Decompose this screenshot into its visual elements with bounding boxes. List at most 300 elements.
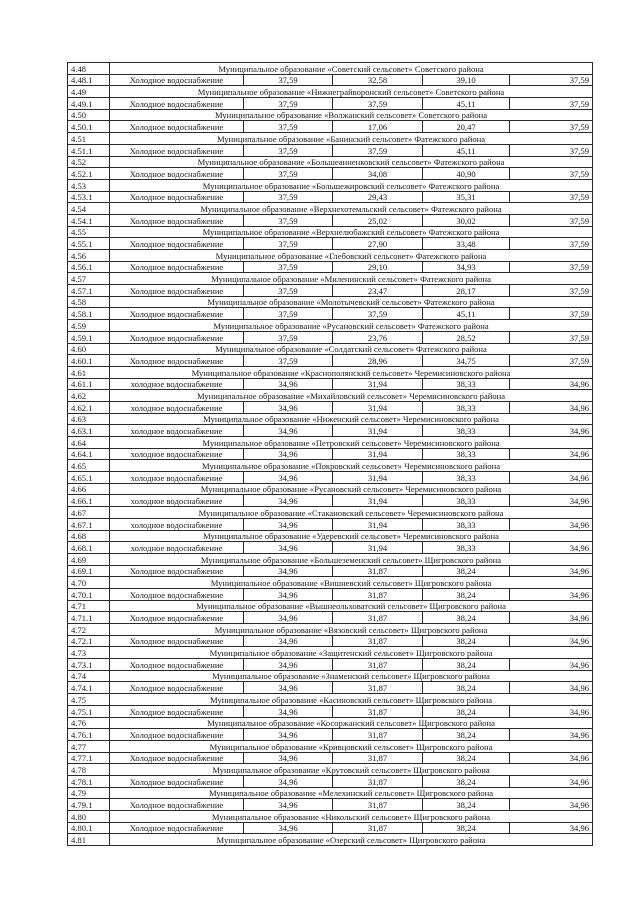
row-number: 4.74.1 [68, 682, 110, 694]
service-name: Холодное водоснабжение [110, 355, 244, 367]
tariff-row [68, 705, 593, 717]
tariff-row [68, 775, 593, 787]
row-number: 4.60.1 [68, 355, 110, 367]
tariff-value-1: 34,96 [244, 822, 333, 834]
tariff-value-2: 31,87 [333, 775, 423, 787]
section-number: 4.52 [68, 156, 110, 168]
tariff-value-2: 31,94 [333, 448, 423, 460]
tariff-value-2: 29,10 [333, 261, 423, 273]
tariff-value-1: 34,96 [244, 775, 333, 787]
municipality-title: Муниципальное образование «Нижнеграйворонский сельсовет» Советского района [110, 86, 593, 98]
tariff-value-2: 37,59 [333, 308, 423, 320]
tariff-value-3: 40,90 [423, 168, 510, 180]
tariff-value-1: 34,96 [244, 495, 333, 507]
service-name: Холодное водоснабжение [110, 612, 244, 624]
tariff-value-1: 37,59 [244, 74, 333, 86]
row-number: 4.77.1 [68, 752, 110, 764]
service-name: Холодное водоснабжение [110, 752, 244, 764]
municipality-heading-row [68, 109, 593, 121]
tariff-row [68, 285, 593, 297]
service-name: Холодное водоснабжение [110, 635, 244, 647]
tariff-row [68, 752, 593, 764]
section-number: 4.53 [68, 179, 110, 191]
tariff-value-1: 34,96 [244, 448, 333, 460]
section-number: 4.67 [68, 507, 110, 519]
row-number: 4.71.1 [68, 612, 110, 624]
row-number: 4.67.1 [68, 518, 110, 530]
row-number: 4.48.1 [68, 74, 110, 86]
tariff-row [68, 729, 593, 741]
section-number: 4.61 [68, 366, 110, 378]
tariff-value-3: 45,11 [423, 308, 510, 320]
tariff-value-3: 38,33 [423, 401, 510, 413]
tariff-value-2: 31,87 [333, 565, 423, 577]
tariff-row [68, 682, 593, 694]
municipality-heading-row [68, 600, 593, 612]
tariff-value-1: 34,96 [244, 705, 333, 717]
row-number: 4.49.1 [68, 98, 110, 110]
tariff-value-4: 37,59 [510, 191, 593, 203]
municipality-heading-row [68, 530, 593, 542]
row-number: 4.56.1 [68, 261, 110, 273]
tariff-row [68, 799, 593, 811]
section-number: 4.68 [68, 530, 110, 542]
municipality-heading-row [68, 86, 593, 98]
tariff-value-4: 37,59 [510, 98, 593, 110]
municipality-heading-row [68, 460, 593, 472]
municipality-heading-row [68, 717, 593, 729]
tariff-value-4: 34,96 [510, 565, 593, 577]
municipality-heading-row [68, 133, 593, 145]
municipality-title: Муниципальное образование «Верхнелюбажский сельсовет» Фатежского района [110, 226, 593, 238]
municipality-heading-row [68, 179, 593, 191]
tariff-value-3: 38,24 [423, 775, 510, 787]
tariff-row [68, 191, 593, 203]
section-number: 4.60 [68, 343, 110, 355]
tariff-value-3: 28,17 [423, 285, 510, 297]
service-name: Холодное водоснабжение [110, 191, 244, 203]
section-number: 4.81 [68, 834, 110, 846]
service-name: Холодное водоснабжение [110, 285, 244, 297]
tariff-row [68, 261, 593, 273]
service-name: холодное водоснабжение [110, 542, 244, 554]
tariff-value-3: 38,24 [423, 682, 510, 694]
municipality-heading-row [68, 624, 593, 636]
municipality-heading-row [68, 203, 593, 215]
tariff-value-2: 31,94 [333, 495, 423, 507]
tariff-value-4: 34,96 [510, 518, 593, 530]
section-number: 4.59 [68, 320, 110, 332]
service-name: Холодное водоснабжение [110, 588, 244, 600]
row-number: 4.53.1 [68, 191, 110, 203]
tariff-value-4: 34,96 [510, 705, 593, 717]
municipality-heading-row [68, 273, 593, 285]
tariff-value-4: 37,59 [510, 121, 593, 133]
municipality-title: Муниципальное образование «Ниженский сельсовет» Черемисиновского района [110, 413, 593, 425]
tariff-value-1: 37,59 [244, 238, 333, 250]
tariff-value-4: 34,96 [510, 612, 593, 624]
tariff-value-1: 34,96 [244, 518, 333, 530]
municipality-heading-row [68, 670, 593, 682]
tariff-value-3: 38,24 [423, 635, 510, 647]
tariff-row [68, 401, 593, 413]
service-name: холодное водоснабжение [110, 472, 244, 484]
section-number: 4.49 [68, 86, 110, 98]
municipality-heading-row [68, 764, 593, 776]
tariff-row [68, 472, 593, 484]
municipality-title: Муниципальное образование «Михайловский сельсовет» Черемисиновского района [110, 390, 593, 402]
tariff-row [68, 565, 593, 577]
municipality-heading-row [68, 343, 593, 355]
tariff-value-2: 27,90 [333, 238, 423, 250]
section-number: 4.71 [68, 600, 110, 612]
tariff-value-3: 38,33 [423, 425, 510, 437]
tariff-row [68, 425, 593, 437]
tariff-row [68, 168, 593, 180]
municipality-heading-row [68, 226, 593, 238]
tariff-value-3: 38,24 [423, 752, 510, 764]
tariff-value-2: 28,96 [333, 355, 423, 367]
section-number: 4.70 [68, 577, 110, 589]
section-number: 4.48 [68, 63, 110, 75]
tariff-value-3: 30,02 [423, 214, 510, 226]
tariff-value-2: 31,94 [333, 378, 423, 390]
section-number: 4.51 [68, 133, 110, 145]
section-number: 4.57 [68, 273, 110, 285]
tariff-value-2: 23,76 [333, 331, 423, 343]
municipality-title: Муниципальное образование «Никольский сельсовет» Щигровского района [110, 811, 593, 823]
row-number: 4.62.1 [68, 401, 110, 413]
section-number: 4.56 [68, 250, 110, 262]
tariff-value-2: 31,87 [333, 682, 423, 694]
service-name: Холодное водоснабжение [110, 74, 244, 86]
tariff-value-3: 38,24 [423, 705, 510, 717]
tariff-value-2: 31,94 [333, 425, 423, 437]
service-name: холодное водоснабжение [110, 401, 244, 413]
tariff-value-4: 34,96 [510, 378, 593, 390]
municipality-title: Муниципальное образование «Советский сельсовет» Советского района [110, 63, 593, 75]
municipality-heading-row [68, 156, 593, 168]
municipality-title: Муниципальное образование «Банинский сельсовет» Фатежского района [110, 133, 593, 145]
tariff-row [68, 308, 593, 320]
row-number: 4.73.1 [68, 659, 110, 671]
municipality-title: Муниципальное образование «Вышнеольховатский сельсовет» Щигровского района [110, 600, 593, 612]
tariff-value-1: 34,96 [244, 635, 333, 647]
row-number: 4.55.1 [68, 238, 110, 250]
municipality-heading-row [68, 834, 593, 846]
section-number: 4.69 [68, 553, 110, 565]
section-number: 4.62 [68, 390, 110, 402]
tariff-value-2: 31,87 [333, 612, 423, 624]
tariff-value-4: 34,96 [510, 822, 593, 834]
tariff-value-4: 37,59 [510, 331, 593, 343]
service-name: Холодное водоснабжение [110, 238, 244, 250]
tariff-row [68, 635, 593, 647]
service-name: Холодное водоснабжение [110, 214, 244, 226]
municipality-heading-row [68, 507, 593, 519]
municipality-title: Муниципальное образование «Большеземенский сельсовет» Щигровского района [110, 553, 593, 565]
tariff-value-4: 37,59 [510, 261, 593, 273]
tariff-value-2: 29,43 [333, 191, 423, 203]
municipality-heading-row [68, 647, 593, 659]
tariff-value-2: 31,87 [333, 799, 423, 811]
tariff-value-3: 35,31 [423, 191, 510, 203]
tariff-value-4: 34,96 [510, 659, 593, 671]
tariff-row [68, 331, 593, 343]
section-number: 4.78 [68, 764, 110, 776]
tariff-value-1: 34,96 [244, 659, 333, 671]
tariff-row [68, 214, 593, 226]
tariff-value-4: 34,96 [510, 425, 593, 437]
tariff-value-4: 34,96 [510, 588, 593, 600]
tariff-value-3: 45,11 [423, 144, 510, 156]
municipality-title: Муниципальное образование «Краснополянский сельсовет» Черемисиновского района [110, 366, 593, 378]
tariff-value-4: 37,59 [510, 308, 593, 320]
tariff-value-1: 34,96 [244, 752, 333, 764]
section-number: 4.58 [68, 296, 110, 308]
tariff-value-4: 34,96 [510, 799, 593, 811]
municipality-heading-row [68, 740, 593, 752]
service-name: Холодное водоснабжение [110, 822, 244, 834]
tariff-value-1: 34,96 [244, 378, 333, 390]
section-number: 4.79 [68, 787, 110, 799]
municipality-heading-row [68, 320, 593, 332]
tariff-value-2: 25,02 [333, 214, 423, 226]
municipality-title: Муниципальное образование «Волжанский сельсовет» Советского района [110, 109, 593, 121]
tariff-value-4: 34,96 [510, 495, 593, 507]
row-number: 4.76.1 [68, 729, 110, 741]
tariff-value-1: 37,59 [244, 144, 333, 156]
row-number: 4.65.1 [68, 472, 110, 484]
service-name: Холодное водоснабжение [110, 729, 244, 741]
tariff-value-2: 31,94 [333, 542, 423, 554]
row-number: 4.59.1 [68, 331, 110, 343]
tariff-value-4: 37,59 [510, 285, 593, 297]
tariff-value-4: 34,96 [510, 775, 593, 787]
tariff-value-1: 34,96 [244, 729, 333, 741]
municipality-heading-row [68, 483, 593, 495]
tariff-value-1: 37,59 [244, 355, 333, 367]
tariff-value-1: 34,96 [244, 588, 333, 600]
tariff-value-3: 38,24 [423, 799, 510, 811]
row-number: 4.69.1 [68, 565, 110, 577]
tariff-value-1: 34,96 [244, 472, 333, 484]
section-number: 4.75 [68, 694, 110, 706]
tariff-value-3: 38,24 [423, 565, 510, 577]
row-number: 4.66.1 [68, 495, 110, 507]
section-number: 4.73 [68, 647, 110, 659]
tariff-value-3: 38,33 [423, 472, 510, 484]
tariff-value-2: 31,94 [333, 401, 423, 413]
municipality-title: Муниципальное образование «Касиновский сельсовет» Щигровского района [110, 694, 593, 706]
row-number: 4.64.1 [68, 448, 110, 460]
municipality-title: Муниципальное образование «Вишневский сельсовет» Щигровского района [110, 577, 593, 589]
section-number: 4.66 [68, 483, 110, 495]
municipality-title: Муниципальное образование «Удеревский сельсовет» Черемисиновского района [110, 530, 593, 542]
tariff-value-4: 37,59 [510, 214, 593, 226]
municipality-heading-row [68, 577, 593, 589]
tariff-value-4: 34,96 [510, 472, 593, 484]
municipality-heading-row [68, 437, 593, 449]
tariff-value-2: 32,58 [333, 74, 423, 86]
municipality-heading-row [68, 811, 593, 823]
row-number: 4.80.1 [68, 822, 110, 834]
tariff-value-2: 31,87 [333, 729, 423, 741]
municipality-heading-row [68, 390, 593, 402]
service-name: Холодное водоснабжение [110, 144, 244, 156]
tariff-value-1: 34,96 [244, 612, 333, 624]
tariff-row [68, 448, 593, 460]
tariff-value-3: 20,47 [423, 121, 510, 133]
tariff-table-body [68, 63, 593, 846]
tariff-value-3: 38,33 [423, 542, 510, 554]
tariff-value-3: 38,24 [423, 612, 510, 624]
row-number: 4.52.1 [68, 168, 110, 180]
service-name: Холодное водоснабжение [110, 121, 244, 133]
row-number: 4.70.1 [68, 588, 110, 600]
tariff-value-2: 34,08 [333, 168, 423, 180]
service-name: Холодное водоснабжение [110, 308, 244, 320]
municipality-title: Муниципальное образование «Русановский сельсовет» Черемисиновского района [110, 483, 593, 495]
tariff-row [68, 542, 593, 554]
tariff-row [68, 144, 593, 156]
row-number: 4.78.1 [68, 775, 110, 787]
tariff-value-3: 38,24 [423, 588, 510, 600]
tariff-value-2: 31,94 [333, 518, 423, 530]
municipality-heading-row [68, 296, 593, 308]
tariff-value-4: 37,59 [510, 168, 593, 180]
service-name: холодное водоснабжение [110, 425, 244, 437]
municipality-title: Муниципальное образование «Большеанненковский сельсовет» Фатежского района [110, 156, 593, 168]
municipality-title: Муниципальное образование «Озерский сельсовет» Щигровского района [110, 834, 593, 846]
section-number: 4.64 [68, 437, 110, 449]
municipality-title: Муниципальное образование «Вязовский сельсовет» Щигровского района [110, 624, 593, 636]
section-number: 4.80 [68, 811, 110, 823]
service-name: Холодное водоснабжение [110, 775, 244, 787]
service-name: Холодное водоснабжение [110, 565, 244, 577]
section-number: 4.72 [68, 624, 110, 636]
tariff-value-2: 31,87 [333, 822, 423, 834]
service-name: Холодное водоснабжение [110, 682, 244, 694]
row-number: 4.51.1 [68, 144, 110, 156]
tariff-value-3: 34,75 [423, 355, 510, 367]
service-name: Холодное водоснабжение [110, 261, 244, 273]
tariff-row [68, 121, 593, 133]
municipality-title: Муниципальное образование «Верхнехотемльский сельсовет» Фатежского района [110, 203, 593, 215]
municipality-title: Муниципальное образование «Глебовский сельсовет» Фатежского района [110, 250, 593, 262]
tariff-value-3: 28,52 [423, 331, 510, 343]
municipality-title: Муниципальное образование «Молотычевский сельсовет» Фатежского района [110, 296, 593, 308]
service-name: Холодное водоснабжение [110, 331, 244, 343]
tariff-value-1: 37,59 [244, 98, 333, 110]
service-name: холодное водоснабжение [110, 495, 244, 507]
tariff-value-1: 37,59 [244, 331, 333, 343]
service-name: Холодное водоснабжение [110, 98, 244, 110]
municipality-title: Муниципальное образование «Косоржанский сельсовет» Щигровского района [110, 717, 593, 729]
municipality-heading-row [68, 553, 593, 565]
tariff-value-2: 37,59 [333, 144, 423, 156]
row-number: 4.72.1 [68, 635, 110, 647]
municipality-heading-row [68, 250, 593, 262]
tariff-value-1: 37,59 [244, 121, 333, 133]
tariff-value-4: 37,59 [510, 238, 593, 250]
tariff-row [68, 495, 593, 507]
tariff-value-3: 38,24 [423, 729, 510, 741]
tariff-value-2: 37,59 [333, 98, 423, 110]
tariff-row [68, 822, 593, 834]
tariff-value-1: 34,96 [244, 401, 333, 413]
tariff-row [68, 355, 593, 367]
municipality-title: Муниципальное образование «Знаменский сельсовет» Щигровского района [110, 670, 593, 682]
section-number: 4.77 [68, 740, 110, 752]
tariff-value-1: 34,96 [244, 425, 333, 437]
tariff-row [68, 612, 593, 624]
tariff-row [68, 98, 593, 110]
tariff-value-1: 37,59 [244, 214, 333, 226]
tariff-value-4: 34,96 [510, 448, 593, 460]
municipality-heading-row [68, 787, 593, 799]
tariff-value-3: 38,33 [423, 518, 510, 530]
tariff-value-4: 37,59 [510, 355, 593, 367]
tariff-value-2: 17,06 [333, 121, 423, 133]
tariff-value-4: 37,59 [510, 144, 593, 156]
section-number: 4.74 [68, 670, 110, 682]
service-name: холодное водоснабжение [110, 518, 244, 530]
row-number: 4.50.1 [68, 121, 110, 133]
row-number: 4.63.1 [68, 425, 110, 437]
service-name: холодное водоснабжение [110, 378, 244, 390]
tariff-value-1: 34,96 [244, 565, 333, 577]
tariff-value-2: 31,87 [333, 659, 423, 671]
municipality-title: Муниципальное образование «Петровский сельсовет» Черемисиновского района [110, 437, 593, 449]
tariff-value-4: 34,96 [510, 682, 593, 694]
row-number: 4.75.1 [68, 705, 110, 717]
section-number: 4.55 [68, 226, 110, 238]
tariff-value-4: 34,96 [510, 729, 593, 741]
row-number: 4.58.1 [68, 308, 110, 320]
tariff-value-3: 33,48 [423, 238, 510, 250]
municipality-title: Муниципальное образование «Покровский сельсовет» Черемисиновского района [110, 460, 593, 472]
municipality-title: Муниципальное образование «Кривцовский сельсовет» Щигровского района [110, 740, 593, 752]
section-number: 4.50 [68, 109, 110, 121]
tariff-value-2: 31,87 [333, 752, 423, 764]
tariff-value-3: 34,93 [423, 261, 510, 273]
row-number: 4.68.1 [68, 542, 110, 554]
tariff-row [68, 238, 593, 250]
municipality-title: Муниципальное образование «Солдатский сельсовет» Фатежского района [110, 343, 593, 355]
section-number: 4.63 [68, 413, 110, 425]
municipality-title: Муниципальное образование «Русановский сельсовет» Фатежского района [110, 320, 593, 332]
tariff-value-2: 23,47 [333, 285, 423, 297]
municipality-title: Муниципальное образование «Большежировский сельсовет» Фатежского района [110, 179, 593, 191]
tariff-value-3: 38,33 [423, 378, 510, 390]
tariff-value-2: 31,87 [333, 705, 423, 717]
tariff-value-3: 38,33 [423, 448, 510, 460]
municipality-title: Муниципальное образование «Защитенский сельсовет» Щигровского района [110, 647, 593, 659]
municipality-heading-row [68, 694, 593, 706]
tariff-value-1: 37,59 [244, 308, 333, 320]
tariff-row [68, 588, 593, 600]
section-number: 4.54 [68, 203, 110, 215]
tariff-value-4: 37,59 [510, 74, 593, 86]
row-number: 4.79.1 [68, 799, 110, 811]
service-name: Холодное водоснабжение [110, 168, 244, 180]
municipality-heading-row [68, 63, 593, 75]
section-number: 4.76 [68, 717, 110, 729]
tariff-row [68, 518, 593, 530]
service-name: Холодное водоснабжение [110, 705, 244, 717]
section-number: 4.65 [68, 460, 110, 472]
